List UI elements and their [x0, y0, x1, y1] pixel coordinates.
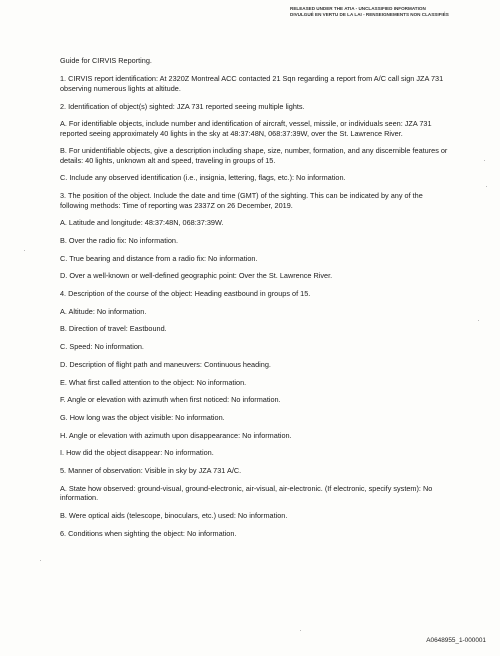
document-body	[60, 56, 452, 546]
paragraph-2a-identifiable-objects: A. For identifiable objects, include number and identification of aircraft, vessel, missile, or individuals seen: JZA 731 reported seeing approximately 40 lights in the sky at 48:37:48N, 068:37:39W, over the St. Lawrence River.	[60, 119, 432, 138]
scan-speck	[300, 630, 301, 631]
scan-speck	[486, 186, 487, 187]
document-title: Guide for CIRVIS Reporting.	[60, 56, 152, 65]
paragraph-3d-geographic-point: D. Over a well-known or well-defined geographic point: Over the St. Lawrence River.	[60, 271, 333, 281]
scan-speck	[24, 250, 25, 251]
paragraph-3a-latitude-longitude: A. Latitude and longitude: 48:37:48N, 068:37:39W.	[60, 218, 224, 228]
paragraph-2c-observed-identification: C. Include any observed identification (i.e., insignia, lettering, flags, etc.): No information.	[60, 173, 346, 183]
paragraph-4f-angle-first-noticed: F. Angle or elevation with azimuth when first noticed: No information.	[60, 395, 281, 405]
release-stamp-english: RELEASED UNDER THE ATIA - UNCLASSIFIED INFORMATION	[290, 6, 426, 11]
paragraph-6-sighting-conditions: 6. Conditions when sighting the object: No information.	[60, 528, 237, 538]
paragraph-5b-optical-aids: B. Were optical aids (telescope, binoculars, etc.) used: No information.	[60, 510, 288, 520]
paragraph-4b-direction: B. Direction of travel: Eastbound.	[60, 324, 167, 334]
scan-speck	[478, 320, 479, 321]
release-stamp	[290, 6, 490, 18]
scan-speck	[40, 560, 41, 561]
paragraph-4g-visibility-duration: G. How long was the object visible: No information.	[60, 412, 225, 422]
paragraph-1-report-identification: 1. CIRVIS report identification: At 2320Z Montreal ACC contacted 21 Sqn regarding a report from A/C call sign JZA 731 observing numerous lights at altitude.	[60, 74, 444, 93]
release-stamp-french: DIVULGUÉ EN VERTU DE LA LAI - RENSEIGNEMENTS NON CLASSIFIÉS	[290, 12, 449, 17]
paragraph-4h-angle-disappearance: H. Angle or elevation with azimuth upon disappearance: No information.	[60, 430, 292, 440]
scan-speck	[484, 160, 485, 161]
paragraph-2b-unidentifiable-objects: B. For unidentifiable objects, give a description including shape, size, number, formation, and any discernible features or details: 40 lights, unknown alt and speed, traveling in groups of 15.	[60, 146, 448, 165]
paragraph-4a-altitude: A. Altitude: No information.	[60, 306, 147, 316]
paragraph-4i-disappearance: I. How did the object disappear: No information.	[60, 448, 214, 458]
paragraph-4-course-description: 4. Description of the course of the object: Heading eastbound in groups of 15.	[60, 289, 311, 299]
paragraph-4e-first-attention: E. What first called attention to the object: No information.	[60, 377, 247, 387]
document-id: A0648955_1-000001	[426, 637, 486, 644]
paragraph-3b-radio-fix: B. Over the radio fix: No information.	[60, 235, 179, 245]
paragraph-3-object-position: 3. The position of the object. Include the date and time (GMT) of the sighting. This can be indicated by any of the following methods: Time of reporting was 2337Z on 26 December, 2019.	[60, 191, 423, 210]
paragraph-3c-bearing-distance: C. True bearing and distance from a radio fix: No information.	[60, 253, 258, 263]
paragraph-2-object-identification: 2. Identification of object(s) sighted: JZA 731 reported seeing multiple lights.	[60, 101, 305, 111]
paragraph-5a-how-observed: A. State how observed: ground-visual, ground-electronic, air-visual, air-electronic. (If electronic, specify system): No information.	[60, 483, 433, 503]
paragraph-5-manner-of-observation: 5. Manner of observation: Visible in sky by JZA 731 A/C.	[60, 466, 242, 476]
paragraph-4d-flight-path: D. Description of flight path and maneuvers: Continuous heading.	[60, 359, 271, 369]
paragraph-4c-speed: C. Speed: No information.	[60, 342, 144, 352]
